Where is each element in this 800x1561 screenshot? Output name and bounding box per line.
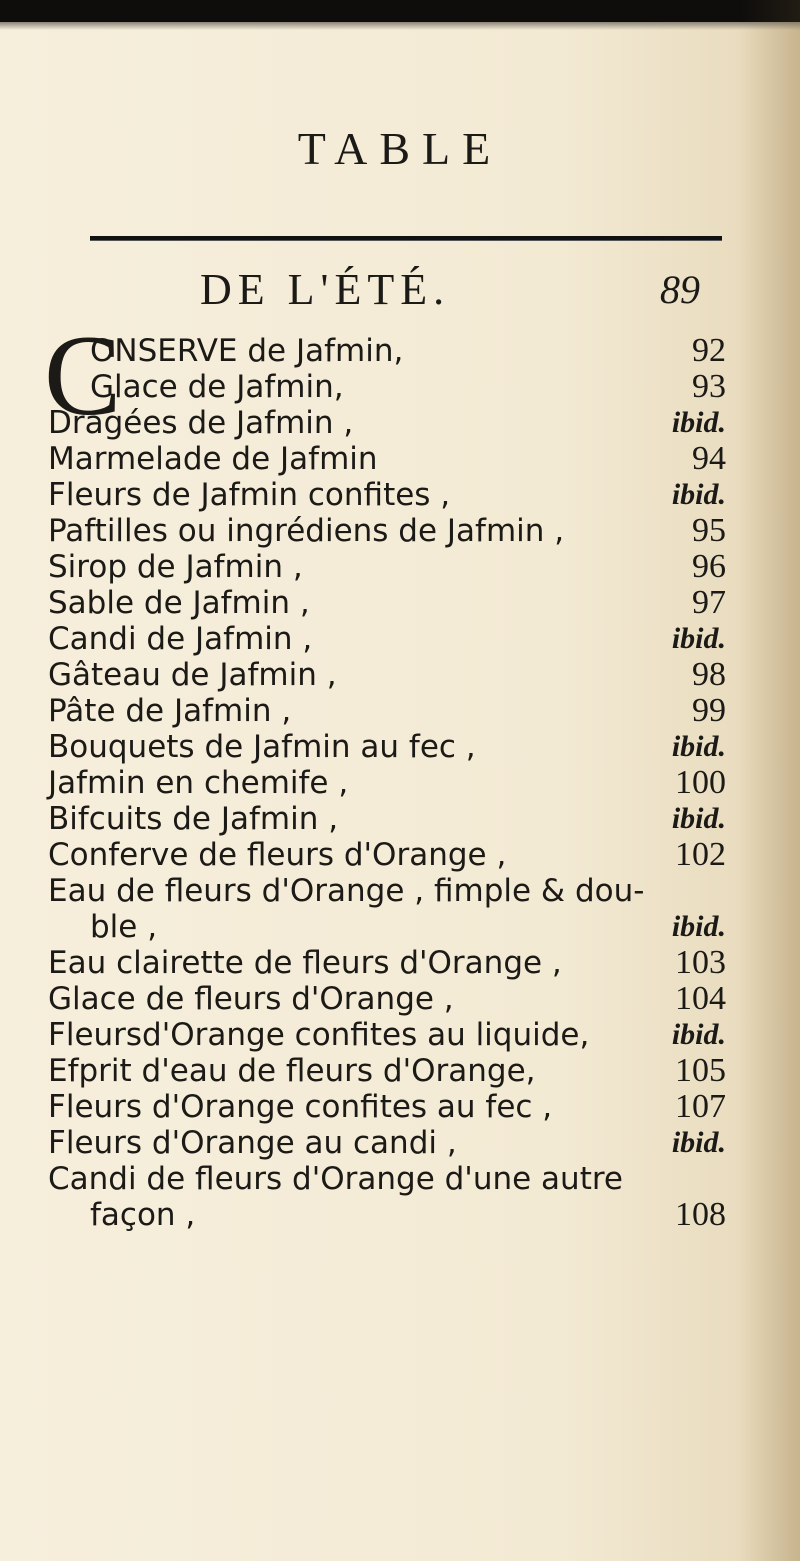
contents-entry <box>0 620 800 658</box>
section-running-head: DE L'ÉTÉ. <box>200 265 451 314</box>
entry-title: Fleurs de Jafmin confites , <box>48 477 451 513</box>
entry-title: Fleurs d'Orange confites au fec , <box>48 1089 553 1125</box>
entry-page: 98 <box>692 656 726 693</box>
entry-page: ibid. <box>671 478 726 511</box>
entry-title: Pâte de Jafmin , <box>48 693 292 729</box>
contents-entry <box>0 332 800 370</box>
contents-entry <box>0 692 800 730</box>
entry-page: ibid. <box>671 910 726 943</box>
contents-entry <box>0 368 800 406</box>
entry-page: ibid. <box>671 1126 726 1159</box>
entry-title: Dragées de Jafmin , <box>48 405 354 441</box>
contents-entry <box>0 800 800 838</box>
contents-entry <box>0 728 800 766</box>
contents-entry <box>0 1196 800 1234</box>
entry-title: ONSERVE de Jafmin, <box>90 333 404 369</box>
entry-page: 96 <box>692 548 726 585</box>
entry-title: Eau de fleurs d'Orange , fimple & dou- <box>48 873 645 909</box>
contents-entry <box>0 584 800 622</box>
contents-entry <box>0 1124 800 1162</box>
entry-page: 100 <box>675 764 726 801</box>
entry-title: Efprit d'eau de fleurs d'Orange, <box>48 1053 536 1089</box>
entry-title: Eau clairette de fleurs d'Orange , <box>48 945 562 981</box>
entry-page: 105 <box>675 1052 726 1089</box>
contents-entry <box>0 872 800 910</box>
entry-page: 104 <box>675 980 726 1017</box>
contents-entry <box>0 512 800 550</box>
entry-page: 102 <box>675 836 726 873</box>
entry-page: ibid. <box>671 622 726 655</box>
contents-entry <box>0 440 800 478</box>
contents-entry <box>0 944 800 982</box>
entry-page: 95 <box>692 512 726 549</box>
entry-title: Glace de Jafmin, <box>90 369 344 405</box>
entry-title: Fleursd'Orange confites au liquide, <box>48 1017 590 1053</box>
entry-title: Glace de fleurs d'Orange , <box>48 981 454 1017</box>
contents-entry <box>0 908 800 946</box>
entry-page: ibid. <box>671 802 726 835</box>
entry-title: Bouquets de Jafmin au fec , <box>48 729 476 765</box>
entry-title: Bifcuits de Jafmin , <box>48 801 339 837</box>
contents-entry <box>0 1052 800 1090</box>
drop-cap-letter: C <box>44 312 122 440</box>
contents-entry <box>0 764 800 802</box>
contents-entry <box>0 1016 800 1054</box>
scan-top-border <box>0 0 800 22</box>
heading-rule <box>90 236 722 241</box>
contents-entry <box>0 404 800 442</box>
entry-page: 94 <box>692 440 726 477</box>
entry-title: Candi de fleurs d'Orange d'une autre <box>48 1161 623 1197</box>
section-start-page: 89 <box>660 267 700 312</box>
entry-page: ibid. <box>671 1018 726 1051</box>
entry-title: Marmelade de Jafmin <box>48 441 378 477</box>
contents-entry <box>0 980 800 1018</box>
contents-entry <box>0 836 800 874</box>
entry-title: Sirop de Jafmin , <box>48 549 303 585</box>
entry-page: 97 <box>692 584 726 621</box>
contents-entry <box>0 1160 800 1198</box>
entry-page: 107 <box>675 1088 726 1125</box>
contents-entry <box>0 476 800 514</box>
entry-title: façon , <box>90 1197 196 1233</box>
entry-title: Sable de Jafmin , <box>48 585 310 621</box>
entry-title: ble , <box>90 909 158 945</box>
entry-title: Jafmin en chemife , <box>48 765 349 801</box>
entry-page: 99 <box>692 692 726 729</box>
entry-title: Gâteau de Jafmin , <box>48 657 337 693</box>
contents-entry <box>0 1088 800 1126</box>
entry-title: Conferve de fleurs d'Orange , <box>48 837 507 873</box>
entry-page: ibid. <box>671 730 726 763</box>
entry-title: Fleurs d'Orange au candi , <box>48 1125 457 1161</box>
contents-entry <box>0 548 800 586</box>
table-heading: TABLE <box>297 123 503 174</box>
entry-page: ibid. <box>671 406 726 439</box>
entry-page: 103 <box>675 944 726 981</box>
entry-page: 93 <box>692 368 726 405</box>
entry-page: 108 <box>675 1196 726 1233</box>
contents-entry <box>0 656 800 694</box>
entry-title: Paftilles ou ingrédiens de Jafmin , <box>48 513 565 549</box>
entry-title: Candi de Jafmin , <box>48 621 313 657</box>
entry-page: 92 <box>692 332 726 369</box>
